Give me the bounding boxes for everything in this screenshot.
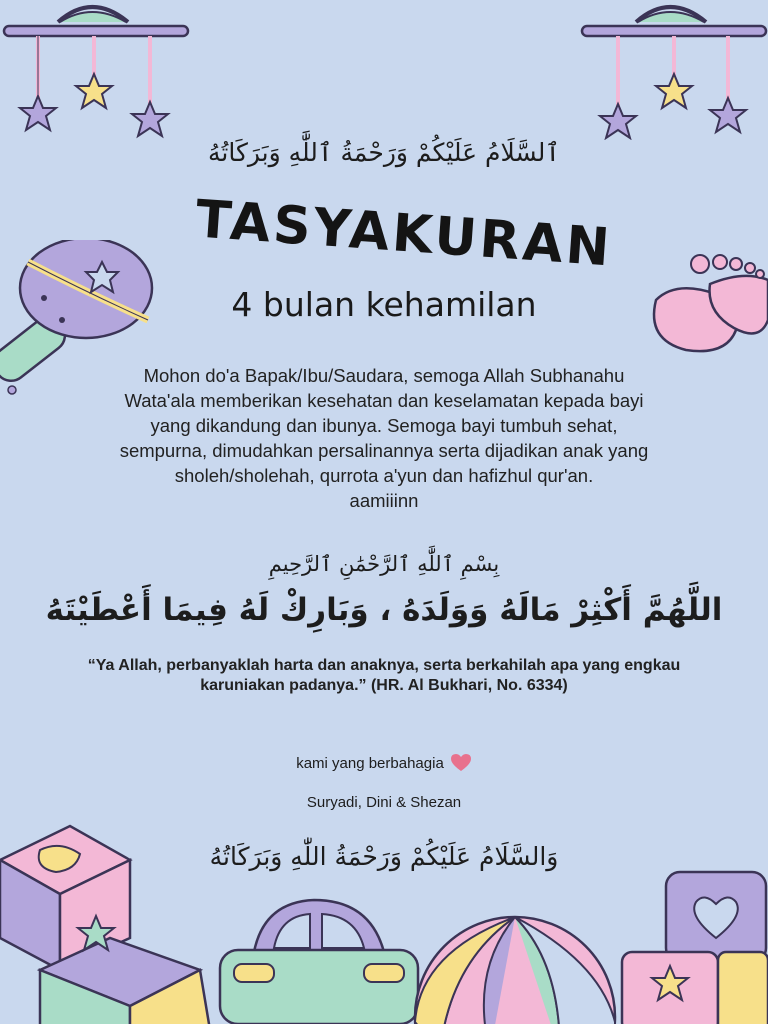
message-line: Wata'ala memberikan kesehatan dan keselamatan kepada bayi <box>124 390 644 411</box>
signoff-text: kami yang berbahagia <box>296 754 444 772</box>
family-names: Suryadi, Dini & Shezan <box>306 794 462 811</box>
message-line: sempurna, dimudahkan persalinannya serta dijadikan anak yang <box>119 440 649 461</box>
translation-line: “Ya Allah, perbanyaklah harta dan anaknya, serta berkahilah apa yang engkau <box>87 657 681 674</box>
message-line: Mohon do'a Bapak/Ibu/Saudara, semoga Allah Subhanahu <box>143 365 625 386</box>
bismillah: بِسْمِ ٱللَّٰهِ ٱلرَّحْمَٰنِ ٱلرَّحِيمِ <box>268 552 500 576</box>
beach-ball-icon <box>410 912 620 1024</box>
subtitle: 4 bulan kehamilan <box>231 285 537 324</box>
message-line: aamiiinn <box>349 490 419 511</box>
toy-blocks-icon <box>618 868 768 1024</box>
doa-translation <box>20 656 748 696</box>
doa-arabic: اللَّهُمَّ أَكْثِرْ مَالَهُ وَوَلَدَهُ ، وَبَارِكْ لَهُ فِيمَا أَعْطَيْتَهُ <box>45 592 723 628</box>
signoff-row <box>0 754 768 772</box>
baby-mobile-icon <box>578 0 768 140</box>
heart-icon <box>450 754 472 772</box>
message-line: sholeh/sholehah, qurrota a'yun dan hafizhul qur'an. <box>174 465 594 486</box>
message-line: yang dikandung dan ibunya. Semoga bayi tumbuh sehat, <box>150 415 618 436</box>
closing-arabic: وَالسَّلَامُ عَلَيْكُمْ وَرَحْمَةُ اللّٰهِ وَبَرَكَاتُهُ <box>209 842 559 871</box>
prayer-message <box>64 363 704 513</box>
toy-car-icon <box>214 892 424 1024</box>
page-title: TASYAKURAN <box>193 189 615 279</box>
greeting-arabic: ٱلسَّلَامُ عَلَيْكُمْ وَرَحْمَةُ ٱللَّٰهِ وَبَرَكَاتُهُ <box>207 138 561 167</box>
baby-mobile-icon <box>0 0 200 140</box>
translation-line: karuniakan padanya.” (HR. Al Bukhari, No. 6334) <box>200 677 568 694</box>
